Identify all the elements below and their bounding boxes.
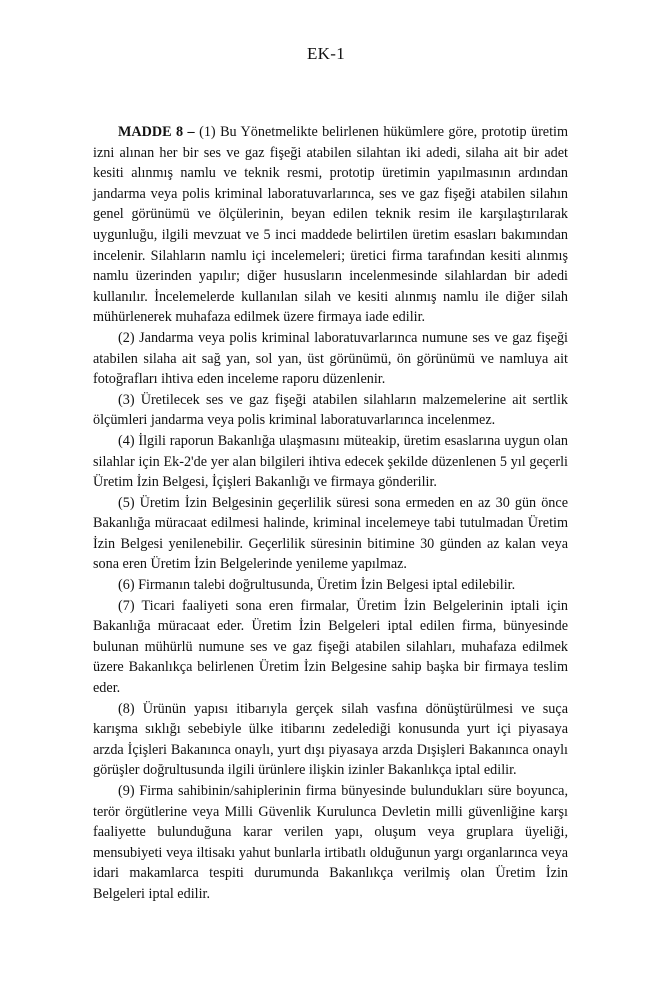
article-heading: MADDE 8 – (118, 124, 195, 140)
paragraph-9: (9) Firma sahibinin/sahiplerinin firma bünyesinde bulundukları süre boyunca, terör örgütlerine veya Milli Güvenlik Kurulunca Devletin milli güvenliğine karşı faaliyette bulunduğuna karar verilen yapı, oluşum veya gruplara üyeliği, mensubiyeti veya iltisakı yahut bunlarla irtibatlı olduğunun yargı organlarınca veya idari makamlarca tespiti durumunda Bakanlıkça verilmiş olan Üretim İzin Belgeleri iptal edilir. (93, 783, 568, 902)
paragraph-4: (4) İlgili raporun Bakanlığa ulaşmasını müteakip, üretim esaslarına uygun olan silahlar için Ek-2'de yer alan bilgileri ihtiva edecek şekilde düzenlenen 5 yıl geçerli Üretim İzin Belgesi, İçişleri Bakanlığı ve firmaya gönderilir. (93, 432, 568, 491)
paragraph-1 (93, 122, 568, 328)
paragraph-2: (2) Jandarma veya polis kriminal laboratuvarlarınca numune ses ve gaz fişeği atabilen silaha ait sağ yan, sol yan, üst görünümü, ön görünümü ve namluya ait fotoğrafları ihtiva eden inceleme raporu düzenlenir. (93, 329, 568, 388)
paragraph-3: (3) Üretilecek ses ve gaz fişeği atabilen silahların malzemelerine ait sertlik ölçümleri jandarma veya polis kriminal laboratuvarlarınca incelenmez. (93, 391, 568, 429)
paragraph-1-text: (1) Bu Yönetmelikte belirlenen hükümlere göre, prototip üretim izni alınan her bir ses ve gaz fişeği atabilen silahtan iki adedi, silaha ait bir adet kesiti alınmış namlu ve teknik resmi, prototip üretimin yapılmasının ardından jandarma veya polis kriminal laboratuvarlarınca, ses ve gaz fişeği atabilen silahın genel görünümü ve ölçülerinin, beyan edilen teknik resim ile karşılaştırılarak uygunluğu, ilgili mevzuat ve 5 inci maddede belirtilen üretim esasları bakımından incelenir. Silahların namlu içi incelemeleri; üretici firma tarafından kesiti alınmış namlu üzerinden yapılır; diğer hususların incelenmesinde silahlardan bir adedi kullanılır. İncelemelerde kullanılan silah ve kesiti alınmış namlu ile diğer silah mühürlenerek muhafaza edilmek üzere firmaya iade edilir. (93, 124, 569, 326)
page-header: EK-1 (306, 44, 346, 63)
paragraph-7: (7) Ticari faaliyeti sona eren firmalar, Üretim İzin Belgelerinin iptali için Bakanlığa müracaat eder. Üretim İzin Belgeleri iptal edilen firma, bünyesinde bulunan mühürlü numune ses ve gaz fişeği atabilen silahları, muhafaza edilmek üzere Bakanlıkça belirlenen Üretim İzin Belgesine sahip başka bir firmaya teslim eder. (93, 597, 568, 697)
paragraph-8: (8) Ürünün yapısı itibarıyla gerçek silah vasfına dönüştürülmesi ve suça karışma sıklığı sebebiyle ülke itibarını zedelediği konusunda yurt içi piyasaya arzda İçişleri Bakanınca onaylı, yurt dışı piyasaya arzda Dışişleri Bakanınca onaylı görüşler doğrultusunda ilgili ürünlere ilişkin izinler Bakanlıkça iptal edilir. (93, 700, 568, 779)
paragraph-6: (6) Firmanın talebi doğrultusunda, Üretim İzin Belgesi iptal edilebilir. (118, 577, 516, 594)
article-body (93, 122, 568, 905)
paragraph-5: (5) Üretim İzin Belgesinin geçerlilik süresi sona ermeden en az 30 gün önce Bakanlığa müracaat edilmesi halinde, kriminal incelemeye tabi tutulmadan Üretim İzin Belgesi yenilenebilir. Geçerlilik süresinin bitimine 30 günden az kalan veya sona eren Üretim İzin Belgelerinde yenileme yapılmaz. (93, 494, 568, 573)
